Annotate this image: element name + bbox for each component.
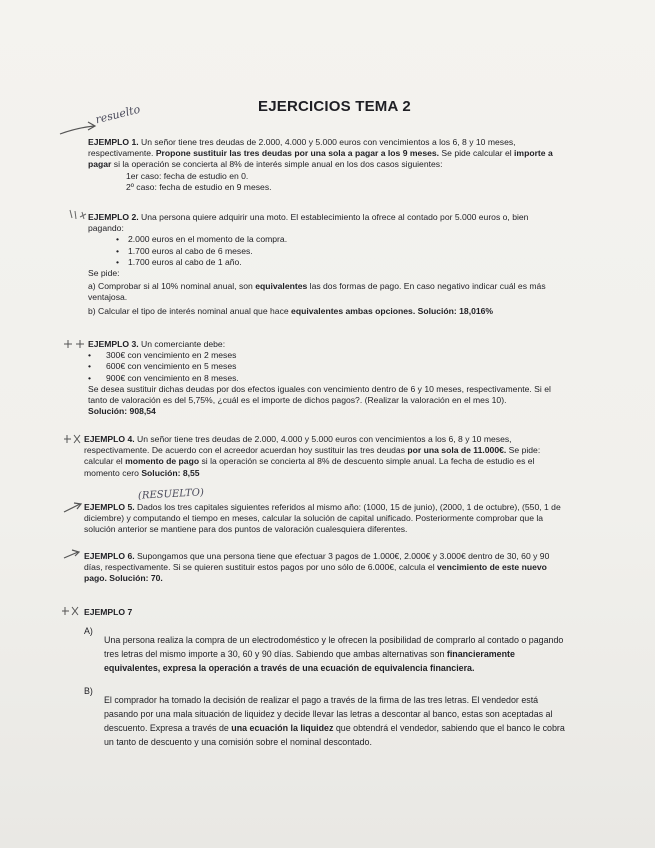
- ejemplo-1-text-5: si la operación se concierta al 8% de interés simple anual en los dos casos siguientes:: [111, 159, 443, 170]
- ejemplo-2-a-1: a) Comprobar si al 10% nominal anual, son: [88, 281, 256, 292]
- ejemplo-2-a-3: las dos formas de pago. En caso negativo indicar cuál es más ventajosa.: [88, 281, 546, 303]
- ejemplo-2-b-2: equivalentes ambas opciones. Solución: 18,016%: [291, 305, 494, 316]
- handwritten-arrow-mark: [62, 548, 82, 560]
- ejemplo-3-text-1: Un comerciante debe:: [138, 339, 226, 349]
- ejemplo-2: [88, 212, 563, 317]
- ejemplo-4-label: EJEMPLO 4.: [84, 434, 135, 444]
- part-b-letter: B): [84, 686, 93, 696]
- part-a-text-2: financieramente equivalentes, expresa la operación a través de una ecuación de equivalencia financiera.: [104, 648, 515, 673]
- ejemplo-2-text: Una persona quiere adquirir una moto. El establecimiento la ofrece al contado por 5.000 euros o, bien pagando:: [88, 212, 529, 234]
- list-item: • 900€ con vencimiento en 8 meses.: [88, 373, 563, 384]
- part-b-text-2: una ecuación la liquidez: [231, 722, 334, 733]
- handwritten-arrow-mark: [58, 118, 98, 138]
- ejemplo-1-text-3: Se pide calcular el: [439, 148, 515, 159]
- page-title: EJERCICIOS TEMA 2: [258, 98, 411, 115]
- ejemplo-7-part-b: [84, 684, 566, 758]
- handwritten-arrow-mark: [62, 500, 84, 514]
- ejemplo-1: [88, 137, 563, 193]
- ejemplo-3-solution: Solución: 908,54: [88, 406, 156, 417]
- ejemplo-6: [84, 551, 564, 585]
- handwritten-star-mark: [60, 605, 82, 617]
- ejemplo-4-text-1: Un señor tiene tres deudas de 2.000, 4.000 y 5.000 euros con vencimientos a los 6, 8 y 10 meses, respectivamente. De acuerdo con el acreedor acuerdan hoy sustituir las tres deudas: [84, 434, 512, 456]
- list-item: • 1.700 euros al cabo de 6 meses.: [116, 246, 563, 257]
- ejemplo-6-text-1: Supongamos que una persona tiene que efectuar 3 pagos de 1.000€, 2.000€ y 3.000€ dentro de 30, 60 y 90 días, respectivamente. Si se quieren sustituir estos pagos por uno sólo de 6.000€, calcula el: [84, 551, 550, 573]
- ejemplo-2-se-pide: Se pide:: [88, 268, 120, 279]
- ejemplo-4-text-3: Se pide: calcular el: [84, 445, 541, 467]
- ejemplo-3-text-2: Se desea sustituir dichas deudas por dos efectos iguales con vencimiento dentro de 6 y 10 meses, respectivamente. Si el tanto de valoración es del 5,75%, ¿cuál es el importe de dichos pagos?. (Realizar la valoración en el mes 10).: [88, 383, 551, 406]
- ejemplo-5-label: EJEMPLO 5.: [84, 502, 135, 512]
- part-a-text-1: Una persona realiza la compra de un electrodoméstico y le ofrecen la posibilidad de comprarlo al contado o pagando tres letras del mismo importe a 30, 60 y 90 días. Sabiendo que ambas alternativas son: [104, 634, 564, 659]
- ejemplo-7-label: EJEMPLO 7: [84, 607, 133, 617]
- ejemplo-2-label: EJEMPLO 2.: [88, 212, 139, 222]
- ejemplo-7-part-a: [84, 624, 566, 684]
- list-item: • 600€ con vencimiento en 5 meses: [88, 361, 563, 372]
- ejemplo-1-label: EJEMPLO 1.: [88, 137, 139, 147]
- list-item: • 1.700 euros al cabo de 1 año.: [116, 257, 563, 268]
- ejemplo-4-text-4: momento de pago: [125, 456, 200, 467]
- list-item: • 300€ con vencimiento en 2 meses: [88, 350, 563, 361]
- ejemplo-2-a-2: equivalentes: [255, 281, 308, 292]
- ejemplo-4-text-5: si la operación se concierta al 8% de descuento simple anual. La fecha de estudio es el momento cero: [84, 456, 535, 478]
- ejemplo-4-solution: Solución: 8,55: [141, 467, 200, 478]
- ejemplo-3-label: EJEMPLO 3.: [88, 339, 139, 349]
- ejemplo-1-case-1: 1er caso: fecha de estudio en 0.: [126, 170, 249, 181]
- handwritten-star-mark: [62, 433, 84, 445]
- handwritten-scribble-mark: [68, 208, 90, 222]
- handwritten-note-resuelto: resuelto: [94, 102, 142, 127]
- handwritten-note-resuelto-2: (RESUELTO): [137, 487, 205, 502]
- ejemplo-3-list: [88, 350, 563, 384]
- handwritten-star-mark: [62, 338, 88, 350]
- ejemplo-6-text-2: vencimiento de este nuevo pago. Solución: 70.: [84, 562, 547, 584]
- ejemplo-1-text-1: Un señor tiene tres deudas de 2.000, 4.000 y 5.000 euros con vencimientos a los 6, 8 y 10 meses, respectivamente.: [88, 137, 516, 159]
- ejemplo-1-case-2: 2º caso: fecha de estudio en 9 meses.: [126, 181, 272, 192]
- ejemplo-2-list: [88, 234, 563, 268]
- part-b-text-3: que obtendrá el vendedor, sabiendo que el banco le cobra un tanto de descuento y una comisión sobre el nominal descontado.: [104, 722, 565, 747]
- ejemplo-5: [84, 502, 564, 536]
- list-item: • 2.000 euros en el momento de la compra.: [116, 234, 563, 245]
- ejemplo-4-text-2: por una sola de 11.000€.: [407, 445, 507, 456]
- ejemplo-7-heading: [84, 607, 132, 618]
- ejemplo-2-b-1: b) Calcular el tipo de interés nominal anual que hace: [88, 305, 292, 316]
- part-b-text-1: El comprador ha tomado la decisión de realizar el pago a través de la firma de las tres letras. El vendedor está pasando por una mala situación de liquidez y decide llevar las letras a descontar al banco, estas son aceptadas al descuento. Expresa a través de: [104, 694, 553, 733]
- part-a-letter: A): [84, 626, 93, 636]
- ejemplo-4: [84, 434, 564, 479]
- ejemplo-3: [88, 339, 563, 417]
- ejemplo-6-label: EJEMPLO 6.: [84, 551, 135, 561]
- ejemplo-1-text-2: Propone sustituir las tres deudas por una sola a pagar a los 9 meses.: [155, 148, 440, 159]
- ejemplo-1-text-4: importe a pagar: [88, 148, 553, 170]
- ejemplo-5-text: Dados los tres capitales siguientes referidos al mismo año: (1000, 15 de junio), (2000, 1 de octubre), (550, 1 de diciembre) y computando el tiempo en meses, calcular la solución de capital unificado. Posteriormente comprobar que la solución anterior se mantiene para dos puntos de valoración cualesquiera diferentes.: [84, 502, 561, 535]
